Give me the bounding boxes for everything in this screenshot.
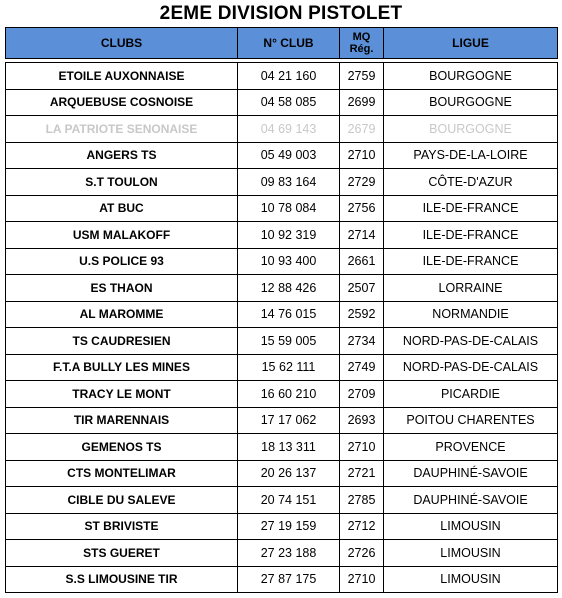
header-ligue: LIGUE <box>384 28 558 59</box>
cell-club: CTS MONTELIMAR <box>6 460 238 487</box>
header-num-club: N° CLUB <box>238 28 340 59</box>
cell-ligue: PAYS-DE-LA-LOIRE <box>384 142 558 169</box>
cell-club: AT BUC <box>6 195 238 222</box>
table-row <box>6 301 558 328</box>
table-row <box>6 434 558 461</box>
cell-mq: 2712 <box>340 513 384 540</box>
cell-num-club: 04 69 143 <box>238 116 340 143</box>
table-row <box>6 248 558 275</box>
cell-ligue: DAUPHINÉ-SAVOIE <box>384 460 558 487</box>
cell-club: S.S LIMOUSINE TIR <box>6 566 238 593</box>
cell-club: LA PATRIOTE SENONAISE <box>6 116 238 143</box>
cell-num-club: 04 58 085 <box>238 89 340 116</box>
cell-mq: 2729 <box>340 169 384 196</box>
header-row <box>6 28 558 59</box>
cell-num-club: 12 88 426 <box>238 275 340 302</box>
cell-num-club: 05 49 003 <box>238 142 340 169</box>
cell-num-club: 27 19 159 <box>238 513 340 540</box>
cell-ligue: POITOU CHARENTES <box>384 407 558 434</box>
table-row <box>6 354 558 381</box>
cell-club: USM MALAKOFF <box>6 222 238 249</box>
cell-num-club: 15 62 111 <box>238 354 340 381</box>
cell-club: AL MAROMME <box>6 301 238 328</box>
table-row <box>6 195 558 222</box>
cell-ligue: ILE-DE-FRANCE <box>384 248 558 275</box>
cell-mq: 2693 <box>340 407 384 434</box>
header-mq-line1: MQ <box>352 31 371 43</box>
table-row <box>6 381 558 408</box>
table-row <box>6 89 558 116</box>
cell-club: ANGERS TS <box>6 142 238 169</box>
cell-ligue: PICARDIE <box>384 381 558 408</box>
cell-mq: 2661 <box>340 248 384 275</box>
table-row <box>6 540 558 567</box>
cell-mq: 2785 <box>340 487 384 514</box>
cell-num-club: 15 59 005 <box>238 328 340 355</box>
page-title: 2EME DIVISION PISTOLET <box>159 3 403 24</box>
cell-mq: 2699 <box>340 89 384 116</box>
table-row <box>6 169 558 196</box>
cell-mq: 2507 <box>340 275 384 302</box>
cell-ligue: ILE-DE-FRANCE <box>384 195 558 222</box>
cell-mq: 2709 <box>340 381 384 408</box>
cell-num-club: 17 17 062 <box>238 407 340 434</box>
cell-num-club: 18 13 311 <box>238 434 340 461</box>
cell-ligue: LIMOUSIN <box>384 540 558 567</box>
table-row <box>6 513 558 540</box>
cell-num-club: 27 87 175 <box>238 566 340 593</box>
cell-club: STS GUERET <box>6 540 238 567</box>
header-mq-line2: Rég. <box>349 43 374 55</box>
cell-ligue: BOURGOGNE <box>384 116 558 143</box>
cell-num-club: 27 23 188 <box>238 540 340 567</box>
cell-ligue: LORRAINE <box>384 275 558 302</box>
cell-mq: 2721 <box>340 460 384 487</box>
cell-club: ARQUEBUSE COSNOISE <box>6 89 238 116</box>
cell-club: TIR MARENNAIS <box>6 407 238 434</box>
cell-num-club: 09 83 164 <box>238 169 340 196</box>
cell-mq: 2749 <box>340 354 384 381</box>
table-row <box>6 63 558 90</box>
cell-club: U.S POLICE 93 <box>6 248 238 275</box>
cell-ligue: BOURGOGNE <box>384 63 558 90</box>
table-row <box>6 460 558 487</box>
header-clubs: CLUBS <box>6 28 238 59</box>
cell-num-club: 04 21 160 <box>238 63 340 90</box>
cell-ligue: NORD-PAS-DE-CALAIS <box>384 328 558 355</box>
cell-mq: 2756 <box>340 195 384 222</box>
cell-club: ETOILE AUXONNAISE <box>6 63 238 90</box>
header-mq <box>340 28 384 59</box>
cell-num-club: 20 74 151 <box>238 487 340 514</box>
cell-mq: 2710 <box>340 434 384 461</box>
table-row <box>6 328 558 355</box>
cell-mq: 2714 <box>340 222 384 249</box>
cell-club: F.T.A BULLY LES MINES <box>6 354 238 381</box>
table-row <box>6 116 558 143</box>
cell-club: CIBLE DU SALEVE <box>6 487 238 514</box>
cell-num-club: 14 76 015 <box>238 301 340 328</box>
cell-ligue: LIMOUSIN <box>384 513 558 540</box>
table-row <box>6 275 558 302</box>
cell-club: GEMENOS TS <box>6 434 238 461</box>
cell-club: ES THAON <box>6 275 238 302</box>
cell-club: S.T TOULON <box>6 169 238 196</box>
cell-num-club: 10 92 319 <box>238 222 340 249</box>
cell-mq: 2679 <box>340 116 384 143</box>
table-body <box>6 59 558 593</box>
table-row <box>6 566 558 593</box>
cell-ligue: ILE-DE-FRANCE <box>384 222 558 249</box>
cell-ligue: LIMOUSIN <box>384 566 558 593</box>
cell-ligue: DAUPHINÉ-SAVOIE <box>384 487 558 514</box>
table-row <box>6 142 558 169</box>
cell-club: ST BRIVISTE <box>6 513 238 540</box>
cell-num-club: 20 26 137 <box>238 460 340 487</box>
cell-ligue: CÔTE-D'AZUR <box>384 169 558 196</box>
cell-mq: 2759 <box>340 63 384 90</box>
cell-mq: 2592 <box>340 301 384 328</box>
division-table <box>5 27 558 593</box>
cell-num-club: 10 93 400 <box>238 248 340 275</box>
cell-mq: 2710 <box>340 566 384 593</box>
cell-club: TS CAUDRESIEN <box>6 328 238 355</box>
cell-ligue: BOURGOGNE <box>384 89 558 116</box>
cell-num-club: 10 78 084 <box>238 195 340 222</box>
cell-ligue: NORD-PAS-DE-CALAIS <box>384 354 558 381</box>
cell-mq: 2710 <box>340 142 384 169</box>
table-row <box>6 222 558 249</box>
cell-num-club: 16 60 210 <box>238 381 340 408</box>
cell-ligue: NORMANDIE <box>384 301 558 328</box>
cell-ligue: PROVENCE <box>384 434 558 461</box>
cell-mq: 2734 <box>340 328 384 355</box>
table-row <box>6 487 558 514</box>
cell-club: TRACY LE MONT <box>6 381 238 408</box>
cell-mq: 2726 <box>340 540 384 567</box>
table-row <box>6 407 558 434</box>
